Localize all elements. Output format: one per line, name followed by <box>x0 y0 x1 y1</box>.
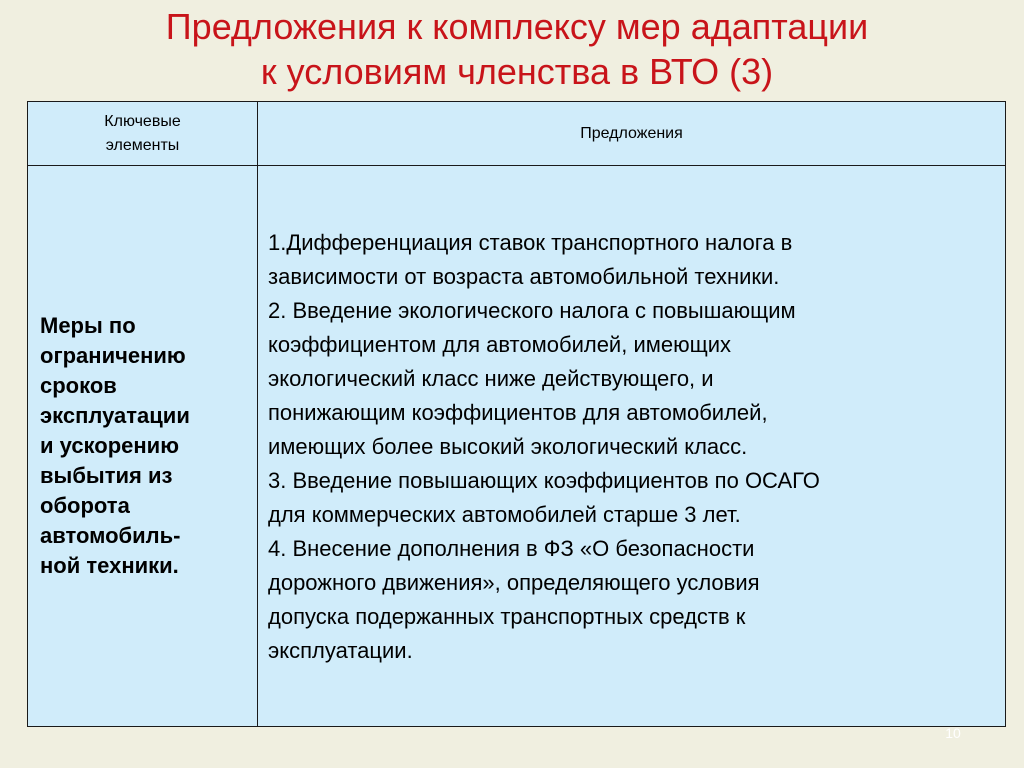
key-element-line: и ускорению <box>40 433 179 458</box>
proposal-line: имеющих более высокий экологический класс. <box>268 434 748 459</box>
proposal-line: 2. Введение экологического налога с повышающим <box>268 298 796 323</box>
proposal-line: эксплуатации. <box>268 638 413 663</box>
slide-title <box>0 4 1024 94</box>
proposals-cell <box>258 166 1006 727</box>
table-header-row <box>28 102 1006 166</box>
key-element-line: автомобиль- <box>40 523 181 548</box>
proposal-line: 1.Дифференциация ставок транспортного налога в <box>268 230 793 255</box>
proposal-line: для коммерческих автомобилей старше 3 лет. <box>268 502 741 527</box>
key-element-cell <box>28 166 258 727</box>
key-element-line: эксплуатации <box>40 403 190 428</box>
proposal-line: 3. Введение повышающих коэффициентов по ОСАГО <box>268 468 820 493</box>
key-element-line: выбытия из <box>40 463 173 488</box>
key-element-line: сроков <box>40 373 117 398</box>
key-element-line: ограничению <box>40 343 186 368</box>
proposal-line: допуска подержанных транспортных средств к <box>268 604 746 629</box>
proposal-line: коэффициентом для автомобилей, имеющих <box>268 332 731 357</box>
key-element-line: оборота <box>40 493 130 518</box>
page-number: 10 <box>945 725 961 741</box>
proposal-line: дорожного движения», определяющего условия <box>268 570 760 595</box>
proposal-line: зависимости от возраста автомобильной техники. <box>268 264 780 289</box>
proposal-line: 4. Внесение дополнения в ФЗ «О безопасности <box>268 536 755 561</box>
proposal-line: понижающим коэффициентов для автомобилей, <box>268 400 768 425</box>
header-key-elements-line-1: Ключевые <box>104 112 181 130</box>
slide-title-line-2: к условиям членства в ВТО (3) <box>260 51 774 92</box>
header-proposals: Предложения <box>258 102 1006 166</box>
slide-title-line-1: Предложения к комплексу мер адаптации <box>165 6 869 47</box>
header-key-elements-line-2: элементы <box>105 136 180 154</box>
measures-table <box>27 101 1006 727</box>
table-row <box>28 166 1006 727</box>
header-key-elements <box>28 102 258 166</box>
proposal-line: экологический класс ниже действующего, и <box>268 366 714 391</box>
key-element-line: ной техники. <box>40 553 179 578</box>
key-element-line: Меры по <box>40 313 136 338</box>
